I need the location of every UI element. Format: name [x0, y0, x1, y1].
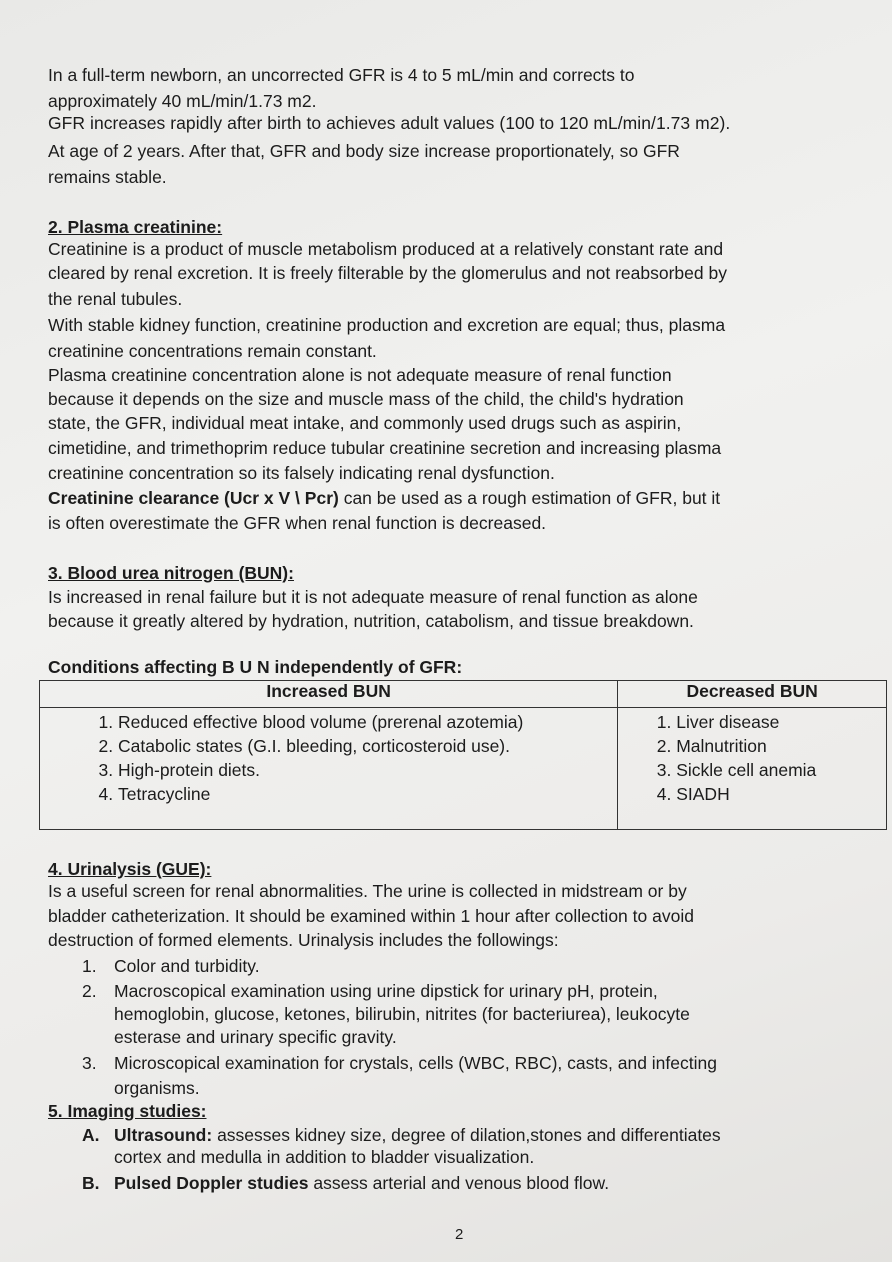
list-item: 3. Sickle cell anemia [676, 758, 886, 782]
creatinine-clearance-formula: Creatinine clearance (Ucr x V \ Pcr) [48, 488, 339, 508]
imaging-ultrasound-line-1 [114, 1124, 721, 1146]
creatinine-heading: 2. Plasma creatinine: [48, 217, 223, 237]
gfr-line-1: In a full-term newborn, an uncorrected GFR is 4 to 5 mL/min and corrects to [48, 65, 635, 85]
list-item: 4. Tetracycline [118, 782, 617, 806]
urinalysis-item-3-line-2: organisms. [114, 1078, 200, 1098]
creatinine-line-9: cimetidine, and trimethoprim reduce tubular creatinine secretion and increasing plasma [48, 438, 722, 458]
creatinine-line-3: the renal tubules. [48, 289, 183, 309]
imaging-heading: 5. Imaging studies: [48, 1101, 207, 1121]
increased-bun-cell [40, 708, 618, 830]
urinalysis-line-1: Is a useful screen for renal abnormalities. The urine is collected in midstream or by [48, 881, 687, 901]
imaging-ultrasound-text: assesses kidney size, degree of dilation,stones and differentiates [212, 1125, 721, 1145]
page-number: 2 [455, 1226, 464, 1243]
imaging-b-label: B. [82, 1173, 100, 1193]
urinalysis-item-2-line-2: hemoglobin, glucose, ketones, bilirubin, nitrites (for bacteriurea), leukocyte [114, 1004, 690, 1024]
list-item: 1. Liver disease [676, 710, 886, 734]
imaging-doppler-text: assess arterial and venous blood flow. [308, 1173, 610, 1193]
creatinine-line-7: because it depends on the size and muscle mass of the child, the child's hydration [48, 389, 684, 409]
creatinine-line-4: With stable kidney function, creatinine production and excretion are equal; thus, plasma [48, 315, 726, 335]
table-header-decreased: Decreased BUN [618, 681, 887, 708]
urinalysis-item-2-line-3: esterase and urinary specific gravity. [114, 1027, 397, 1047]
bun-line-2: because it greatly altered by hydration, nutrition, catabolism, and tissue breakdown. [48, 611, 694, 631]
bun-heading: 3. Blood urea nitrogen (BUN): [48, 563, 294, 583]
creatinine-line-6: Plasma creatinine concentration alone is not adequate measure of renal function [48, 365, 672, 385]
gfr-line-2: approximately 40 mL/min/1.73 m2. [48, 91, 317, 111]
gfr-line-3: GFR increases rapidly after birth to achieves adult values (100 to 120 mL/min/1.73 m2). [48, 113, 731, 133]
creatinine-line-2: cleared by renal excretion. It is freely filterable by the glomerulus and not reabsorbed by [48, 263, 727, 283]
list-item: 4. SIADH [676, 782, 886, 806]
creatinine-line-5: creatinine concentrations remain constant. [48, 341, 377, 361]
urinalysis-line-3: destruction of formed elements. Urinalysis includes the followings: [48, 930, 559, 950]
table-header-increased: Increased BUN [40, 681, 618, 708]
creatinine-clearance-line-2: is often overestimate the GFR when renal function is decreased. [48, 513, 547, 533]
creatinine-line-10: creatinine concentration so its falsely indicating renal dysfunction. [48, 463, 555, 483]
bun-conditions-title: Conditions affecting B U N independently of GFR: [48, 657, 463, 677]
urinalysis-item-2-number: 2. [82, 981, 97, 1001]
list-item: 1. Reduced effective blood volume (prerenal azotemia) [118, 710, 617, 734]
imaging-doppler-title: Pulsed Doppler studies [114, 1173, 309, 1193]
bun-line-1: Is increased in renal failure but it is not adequate measure of renal function as alone [48, 587, 698, 607]
imaging-ultrasound-title: Ultrasound: [114, 1125, 213, 1145]
urinalysis-item-3-number: 3. [82, 1053, 97, 1073]
list-item: 3. High-protein diets. [118, 758, 617, 782]
list-item: 2. Catabolic states (G.I. bleeding, corticosteroid use). [118, 734, 617, 758]
urinalysis-item-3-line-1: Microscopical examination for crystals, cells (WBC, RBC), casts, and infecting [114, 1053, 717, 1073]
gfr-line-4: At age of 2 years. After that, GFR and body size increase proportionately, so GFR [48, 141, 680, 161]
creatinine-line-1: Creatinine is a product of muscle metabolism produced at a relatively constant rate and [48, 239, 724, 259]
urinalysis-item-1-text: Color and turbidity. [114, 956, 260, 976]
creatinine-line-8: state, the GFR, individual meat intake, and commonly used drugs such as aspirin, [48, 413, 682, 433]
urinalysis-line-2: bladder catheterization. It should be examined within 1 hour after collection to avoid [48, 906, 694, 926]
gfr-line-5: remains stable. [48, 167, 167, 187]
urinalysis-item-1-number: 1. [82, 956, 97, 976]
creatinine-clearance-text: can be used as a rough estimation of GFR, but it [338, 488, 721, 508]
imaging-ultrasound-line-2: cortex and medulla in addition to bladder visualization. [114, 1147, 535, 1167]
urinalysis-heading: 4. Urinalysis (GUE): [48, 859, 212, 879]
creatinine-clearance-line [48, 487, 720, 509]
imaging-a-label: A. [82, 1125, 100, 1145]
imaging-doppler-line [114, 1172, 609, 1194]
list-item: 2. Malnutrition [676, 734, 886, 758]
urinalysis-item-2-line-1: Macroscopical examination using urine dipstick for urinary pH, protein, [114, 981, 658, 1001]
bun-conditions-table [39, 680, 887, 830]
decreased-bun-cell [618, 708, 887, 830]
